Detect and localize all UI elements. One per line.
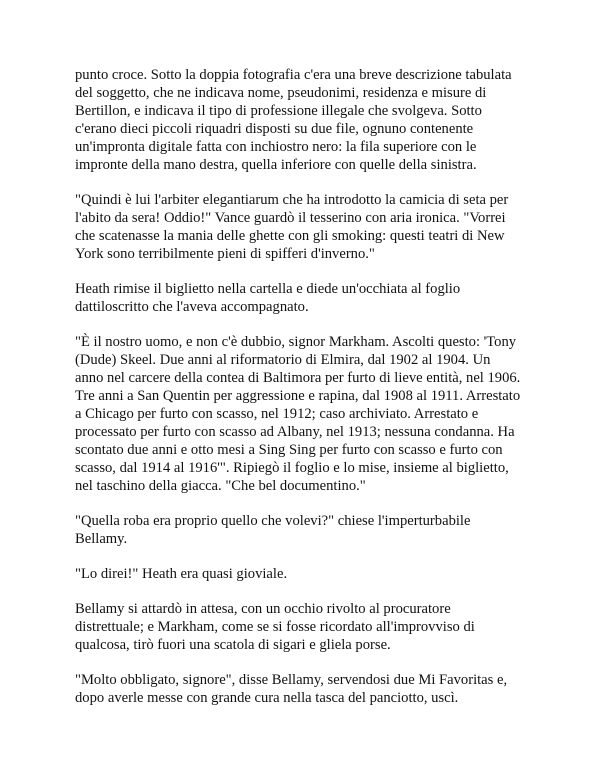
text-line: "Molto obbligato, signore", disse Bellamy, servendosi due Mi Favoritas e, xyxy=(75,672,508,688)
text-line: a Chicago per furto con scasso, nel 1912; caso archiviato. Arrestato e xyxy=(75,406,479,422)
paragraph xyxy=(75,600,531,654)
paragraph xyxy=(75,333,531,495)
text-line: Bertillon, e indicava il tipo di professione illegale che svolgeva. Sotto xyxy=(75,103,482,119)
paragraph xyxy=(75,66,531,174)
text-line: l'abito da sera! Oddio!" Vance guardò il tesserino con aria ironica. "Vorrei xyxy=(75,210,506,226)
text-line: (Dude) Skeel. Due anni al riformatorio di Elmira, dal 1902 al 1904. Un xyxy=(75,352,491,368)
paragraph xyxy=(75,191,531,263)
text-line: dopo averle messe con grande cura nella tasca del panciotto, uscì. xyxy=(75,690,459,706)
text-line: distrettuale; e Markham, come se si fosse ricordato all'improvviso di xyxy=(75,619,475,635)
text-line: del soggetto, che ne indicava nome, pseudonimi, residenza e misure di xyxy=(75,85,487,101)
text-line: scasso, dal 1914 al 1916'". Ripiegò il foglio e lo mise, insieme al biglietto, xyxy=(75,460,509,476)
text-line: processato per furto con scasso ad Albany, nel 1913; nessuna condanna. Ha xyxy=(75,424,515,440)
text-line: "Quindi è lui l'arbiter elegantiarum che ha introdotto la camicia di seta per xyxy=(75,192,509,208)
text-line: c'erano dieci piccoli riquadri disposti su due file, ognuno contenente xyxy=(75,121,474,137)
text-line: "È il nostro uomo, e non c'è dubbio, signor Markham. Ascolti questo: 'Tony xyxy=(75,334,517,350)
text-line: impronte della mano destra, quella inferiore con quelle della sinistra. xyxy=(75,157,477,173)
paragraph xyxy=(75,671,531,707)
text-line: punto croce. Sotto la doppia fotografia c'era una breve descrizione tabulata xyxy=(75,67,512,83)
text-line: Bellamy si attardò in attesa, con un occhio rivolto al procuratore xyxy=(75,601,451,617)
text-line: qualcosa, tirò fuori una scatola di sigari e gliela porse. xyxy=(75,637,391,653)
paragraph xyxy=(75,280,531,316)
text-line: anno nel carcere della contea di Baltimora per furto di lieve entità, nel 1906. xyxy=(75,370,521,386)
text-line: "Lo direi!" Heath era quasi gioviale. xyxy=(75,566,288,582)
text-line: Tre anni a San Quentin per aggressione e rapina, dal 1908 al 1911. Arrestato xyxy=(75,388,521,404)
text-line: un'impronta digitale fatta con inchiostro nero: la fila superiore con le xyxy=(75,139,477,155)
text-line: dattiloscritto che l'aveva accompagnato. xyxy=(75,299,309,315)
paragraph xyxy=(75,565,531,583)
document-page xyxy=(75,66,531,724)
text-line: nel taschino della giacca. "Che bel documentino." xyxy=(75,478,366,494)
text-line: "Quella roba era proprio quello che volevi?" chiese l'imperturbabile xyxy=(75,513,471,529)
text-line: Bellamy. xyxy=(75,531,128,547)
text-line: Heath rimise il biglietto nella cartella e diede un'occhiata al foglio xyxy=(75,281,461,297)
text-line: York sono terribilmente pieni di spifferi d'inverno." xyxy=(75,246,375,262)
paragraph xyxy=(75,512,531,548)
text-line: scontato due anni e otto mesi a Sing Sing per furto con scasso e furto con xyxy=(75,442,503,458)
text-line: che scatenasse la mania delle ghette con gli smoking: questi teatri di New xyxy=(75,228,505,244)
